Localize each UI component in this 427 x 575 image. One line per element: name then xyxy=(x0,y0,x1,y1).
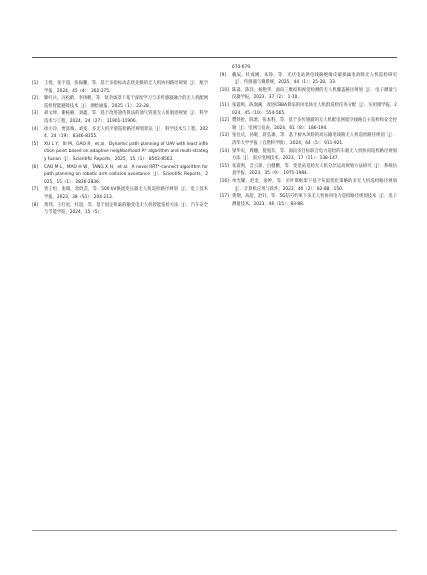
footer-left xyxy=(32,536,122,544)
reference-number: [4] xyxy=(32,126,39,132)
reference-text: 陈淼，陈洋，杨艳华．面向三维结构视觉检测的无人机覆盖路径规划［J］．电子测量与仪器学报，2023，37（2）：1-10. xyxy=(232,87,397,101)
reference-text: 张往庆，孙妮，蒋弘瑜，等．基于树木风险的高压输电线路无人机巡检路径规划［J］．清华大学学报（自然科学版），2024，64（5）：911-921. xyxy=(232,133,397,146)
reference-item xyxy=(32,110,208,125)
reference-item xyxy=(220,87,397,102)
reference-text: 单光耀，赵金，徐婷，等．贝叶斯框架下基于灰狼优化策略的多无人机巡检路径规划［J］．计算机应用与软件，2023，40（2）：82-88，150. xyxy=(232,178,397,192)
reference-number: [16] xyxy=(220,178,229,184)
left-column xyxy=(32,64,208,217)
reference-item xyxy=(32,80,208,95)
references-title xyxy=(32,68,208,78)
reference-item xyxy=(220,72,397,87)
reference-item xyxy=(220,148,397,163)
reference-text: 胡文坤，谢栋楠，刘鑫，等．基于改进遗传算法的油气管道无人机航迹规划［J］．科学技术与工程，2024，24（27）：11901-11906. xyxy=(44,111,208,124)
reference-list-right xyxy=(220,64,397,208)
footer-right xyxy=(277,536,397,544)
reference-text: 戴辰，杜成刚，朱铮，等．光伏电站供电线路绝缘皮破损属电故障无人机巡检研究［J］．传感器与微系统，2025，44（1）：25-28，33. xyxy=(232,72,397,86)
issue-line-1 xyxy=(32,34,152,44)
issue-line-2 xyxy=(32,45,152,55)
issue-info xyxy=(32,34,152,56)
reference-text: 滕红兵，冯松龄，李扬帆，等．复杂场景下基于深度学习与多传感器融合的无人机配网巡检智能避障技术［J］．测绘通报，2025（1）：22-28. xyxy=(44,96,208,109)
reference-text: 张震鸣，陈润溪．改进CBBA算法的风电场无人机群巡检任务分配［J］．实用微学报，2024，45（10）：554-565. xyxy=(232,102,397,116)
reference-number: [11] xyxy=(220,102,229,108)
reference-item xyxy=(32,95,208,110)
reference-number: [9] xyxy=(220,72,227,78)
reference-item xyxy=(220,178,397,193)
reference-text: 黄翔，高超，赵轩，等．5G信号约束下多无人机协同电力巡检路径规划技术［J］．电子测量技术，2023，46（15）：83-88. xyxy=(232,194,397,207)
reference-text: 梁华史，周穗，倪旭东，等．面向多目标联合电力巡检的车载无人机协同巡检路径规划方法［J］．南方电网技术，2023，17（11）：138-147. xyxy=(232,148,397,162)
reference-text: CAO M L，MAO H W，TANG X H，et al．A novel RRT*-connect algorithm for path planning on robotic arm collision avoidance［J］．Scientific Reports，2025，15（1）：2836-2836. xyxy=(44,164,208,185)
reference-item xyxy=(32,186,208,201)
reference-text: 黄邦，王红星，杜超，等．基于固定机巢的输变电无人机智能巡检方法［J］．汽车安全与节能学报，2024，15（5）： xyxy=(44,202,208,216)
reference-number: [1] xyxy=(32,81,39,86)
reference-number: [17] xyxy=(220,194,229,200)
reference-number: [8] xyxy=(32,202,39,208)
reference-item xyxy=(32,164,208,187)
reference-item xyxy=(220,64,397,72)
reference-item xyxy=(32,141,208,164)
reference-text: 樊铁伦，陈蕾，张本科，等．基于多传感器的无人机配电网架空线路自主巡检和安全控制［J］．电网与仪表，2024，61（8）：186-194. xyxy=(232,118,397,131)
reference-item xyxy=(32,126,208,141)
reference-text: 曾子恒，张微，余欣芸，等．500 kV换流变压器无人机巡检路径规划［J］．电工技术学报，2023，38（S1）：204-213. xyxy=(44,187,208,200)
reference-text: 张震鸣，音云铮，白健鹏，等．变电站巡检无人机分层运动规划方法研究［J］．系统仿真学报，2023，35（9）：1975-1984. xyxy=(232,163,397,177)
reference-item xyxy=(220,132,397,147)
reference-text: 徐小玲，贾真梅，刘宽．多无人机平滑巡检路径规划算法［J］．科学技术与工程，2024，24（19）：8346-8355. xyxy=(44,126,208,140)
reference-number: [13] xyxy=(220,133,229,139)
footer-rule xyxy=(32,530,397,531)
column-label xyxy=(307,44,397,57)
reference-number: [6] xyxy=(32,164,39,170)
reference-number: [14] xyxy=(220,148,229,154)
reference-item xyxy=(220,102,397,117)
reference-item xyxy=(220,163,397,178)
reference-item xyxy=(32,202,208,217)
reference-number: [3] xyxy=(32,111,39,117)
reference-text: 王悦，张宇超，张振鹏，等．基于多指标动态优先级的无人机协同路径规划［J］．航空学报，2024，45（4）：262-275. xyxy=(44,81,208,94)
reference-number: [15] xyxy=(220,163,229,169)
reference-number: [7] xyxy=(32,187,39,193)
header-rule xyxy=(32,57,397,58)
reference-text: 670-679. xyxy=(232,65,252,70)
right-column xyxy=(220,64,397,208)
reference-number: [5] xyxy=(32,141,39,147)
reference-list-left xyxy=(32,80,208,217)
reference-item xyxy=(220,117,397,132)
reference-number: [10] xyxy=(220,87,229,93)
reference-number: [2] xyxy=(32,96,39,102)
reference-text: XU L Y，XI M，GAO R，et al．Dynamic path planning of UAV with least inflection point based on adaptive neighborhood A* algorithm and multi-strategy fusion［J］．Scientific Reports，2025，15（1）：8563-8563. xyxy=(44,141,208,162)
reference-item xyxy=(220,193,397,208)
reference-number: [12] xyxy=(220,118,229,124)
